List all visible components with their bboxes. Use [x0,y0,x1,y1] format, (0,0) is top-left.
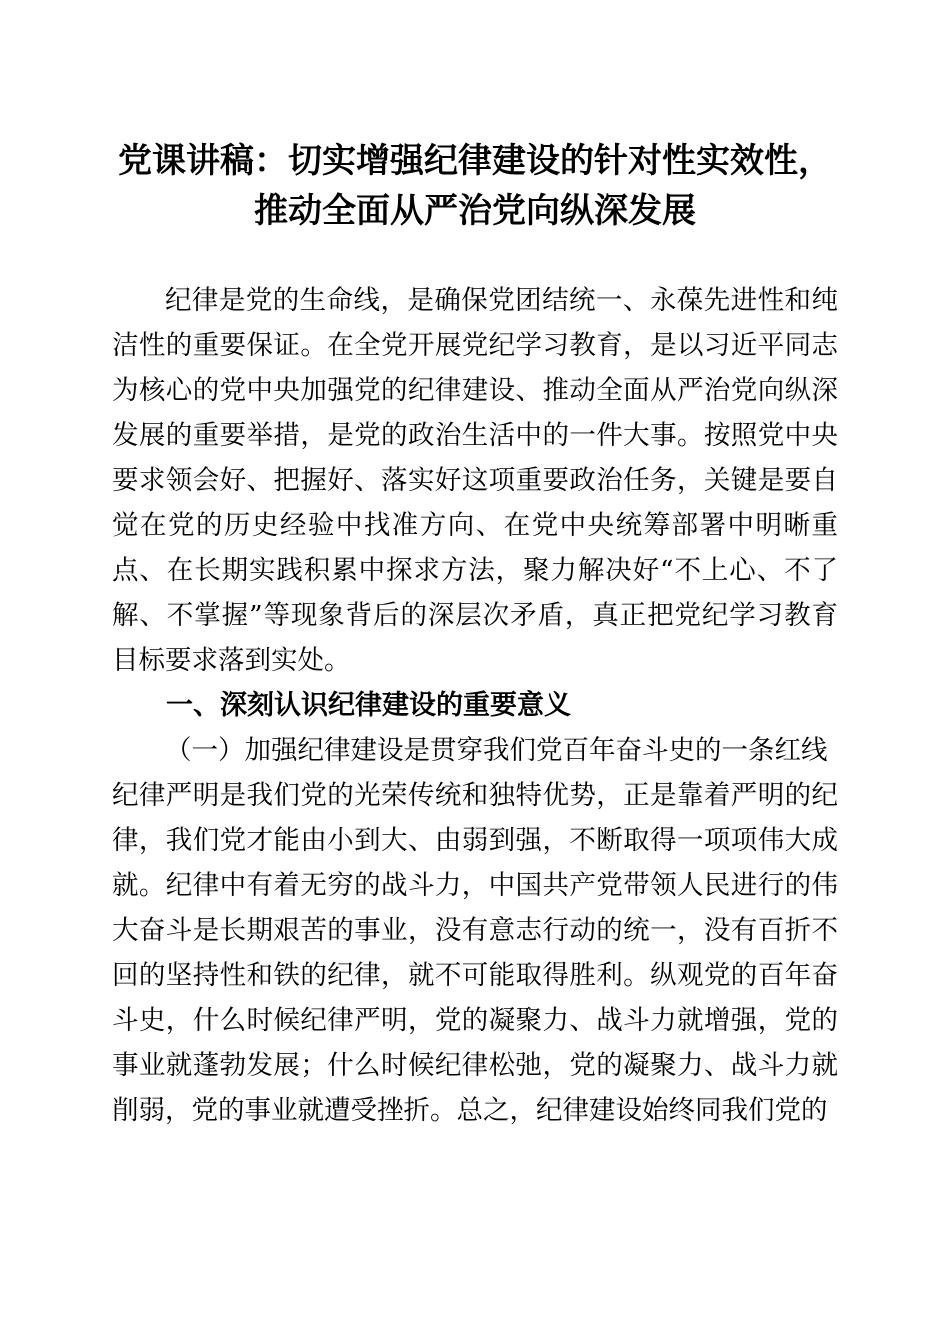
section-1-subheading: （一）加强纪律建设是贯穿我们党百年奋斗史的一条红线 [165,735,828,766]
document-title-line-2: 推动全面从严治党向纵深发展 [254,191,696,231]
intro-paragraph: 纪律是党的生命线，是确保党团结统一、永葆先进性和纯洁性的重要保证。在全党开展党纪学习教育，是以习近平同志为核心的党中央加强党的纪律建设、推动全面从严治党向纵深发展的重要举措，是党的政治生活中的一件大事。按照党中央要求领会好、把握好、落实好这项重要政治任务，关键是要自觉在党的历史经验中找准方向、在党中央统筹部署中明晰重点、在长期实践积累中探求方法，聚力解决好“不上心、不了解、不掌握”等现象背后的深层次矛盾，真正把党纪学习教育目标要求落到实处。 [112,285,838,676]
document-title [112,136,838,236]
section-1-heading: 一、深刻认识纪律建设的重要意义 [166,690,571,721]
document-title-line-1: 党课讲稿：切实增强纪律建设的针对性实效性， [118,141,832,181]
section-1-paragraph: 纪律严明是我们党的光荣传统和独特优势，正是靠着严明的纪律，我们党才能由小到大、由弱到强，不断取得一项项伟大成就。纪律中有着无穷的战斗力，中国共产党带领人民进行的伟大奋斗是长期艰苦的事业，没有意志行动的统一，没有百折不回的坚持性和铁的纪律，就不可能取得胜利。纵观党的百年奋斗史，什么时候纪律严明，党的凝聚力、战斗力就增强，党的事业就蓬勃发展；什么时候纪律松弛，党的凝聚力、战斗力就削弱，党的事业就遭受挫折。总之，纪律建设始终同我们党的 [112,780,838,1126]
